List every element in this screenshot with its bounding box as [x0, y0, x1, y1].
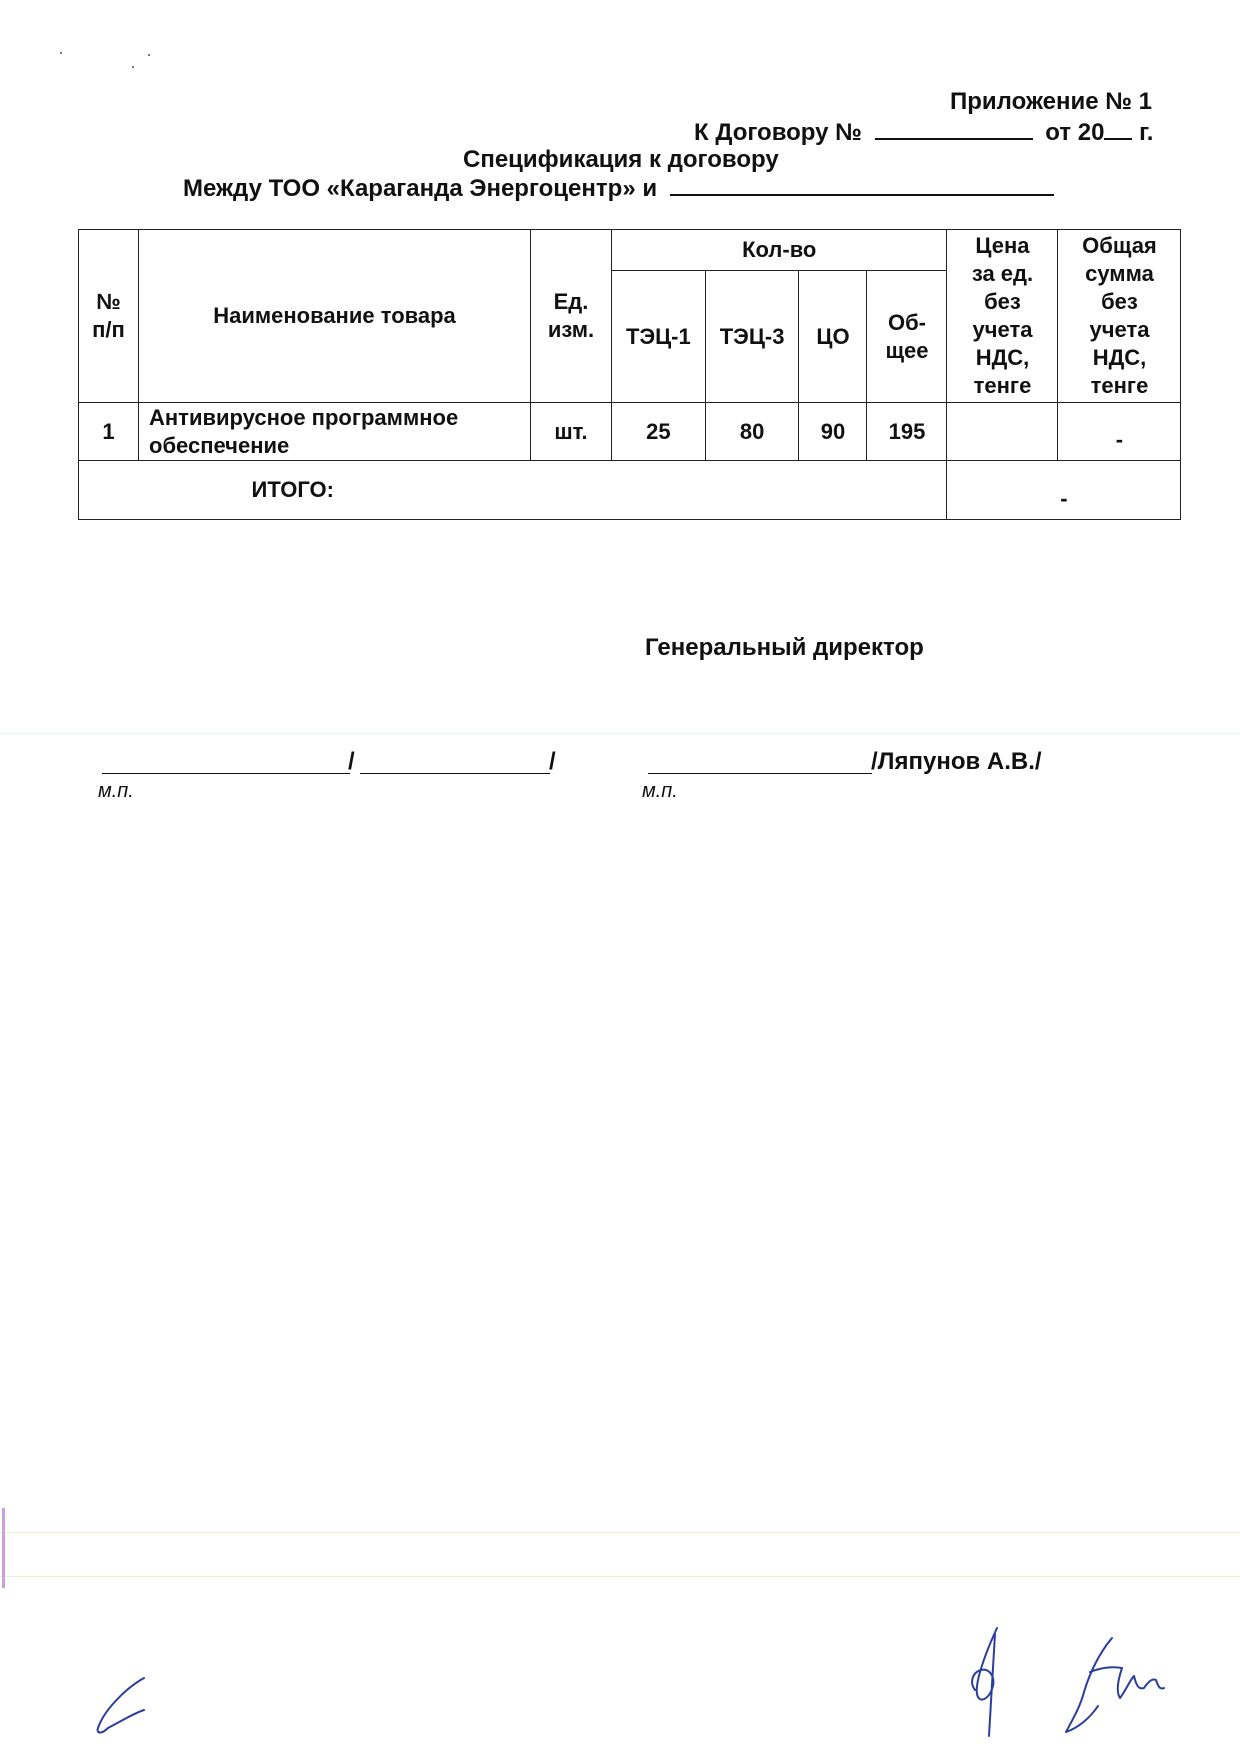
- left-signature-line: [102, 773, 350, 774]
- scan-speck: [148, 54, 150, 56]
- row-tec3: 80: [705, 403, 799, 461]
- total-value: -: [1060, 486, 1068, 511]
- total-row: [79, 461, 1181, 520]
- header-unit: Ед. изм.: [531, 230, 612, 403]
- row-sum: -: [1115, 427, 1124, 452]
- margin-mark: [2, 1508, 5, 1588]
- total-value-cell: [947, 461, 1181, 520]
- header-price: Цена за ед. без учета НДС, тенге: [947, 230, 1058, 403]
- row-num: 1: [79, 403, 139, 461]
- row-price: [947, 403, 1058, 461]
- initials-right-icon: [1060, 1632, 1170, 1742]
- stamp-place-right: м.п.: [642, 780, 678, 802]
- row-unit: шт.: [531, 403, 612, 461]
- right-signature-line: [648, 773, 872, 774]
- initials-left-icon: [86, 1670, 166, 1740]
- appendix-label: Приложение № 1: [950, 88, 1153, 115]
- header-sum: Общая сумма без учета НДС, тенге: [1058, 230, 1181, 403]
- total-label: ИТОГО:: [79, 461, 947, 520]
- specification-table: [78, 229, 1181, 520]
- header-name: Наименование товара: [139, 230, 531, 403]
- header-co: ЦО: [799, 271, 867, 403]
- director-name: /Ляпунов А.В./: [871, 748, 1042, 775]
- scan-speck: [60, 52, 62, 54]
- contract-date-suffix: г.: [1139, 119, 1154, 146]
- contract-prefix: К Договору №: [694, 119, 862, 146]
- left-slash-2: /: [549, 748, 556, 775]
- initials-middle-icon: [955, 1624, 1025, 1744]
- row-tec1: 25: [612, 403, 706, 461]
- row-sum-cell: [1058, 403, 1181, 461]
- left-name-line: [360, 773, 550, 774]
- row-name: Антивирусное программное обеспечение: [139, 403, 531, 461]
- counterparty-blank: [670, 174, 1054, 196]
- between-text: Между ТОО «Караганда Энергоцентр» и: [183, 175, 658, 202]
- director-title: Генеральный директор: [645, 634, 924, 661]
- header-tec1: ТЭЦ-1: [612, 271, 706, 403]
- header-qty-group: Кол-во: [612, 230, 947, 271]
- table-row: [79, 403, 1181, 461]
- contract-date-prefix: от 20: [1045, 119, 1105, 146]
- contract-number-blank: [875, 118, 1033, 140]
- scan-line: [0, 733, 1240, 734]
- row-co: 90: [799, 403, 867, 461]
- scan-line: [0, 1576, 1240, 1577]
- header-num: № п/п: [79, 230, 139, 403]
- scan-line: [0, 1532, 1240, 1533]
- left-slash-1: /: [348, 748, 355, 775]
- header-total-qty: Об-щее: [867, 271, 947, 403]
- row-total-qty: 195: [867, 403, 947, 461]
- stamp-place-left: м.п.: [98, 780, 134, 802]
- scan-speck: [132, 66, 134, 68]
- spec-title: Спецификация к договору: [463, 146, 779, 173]
- between-line: [183, 174, 1054, 203]
- header-tec3: ТЭЦ-3: [705, 271, 799, 403]
- contract-reference: [694, 118, 1153, 147]
- contract-year-blank: [1104, 118, 1132, 140]
